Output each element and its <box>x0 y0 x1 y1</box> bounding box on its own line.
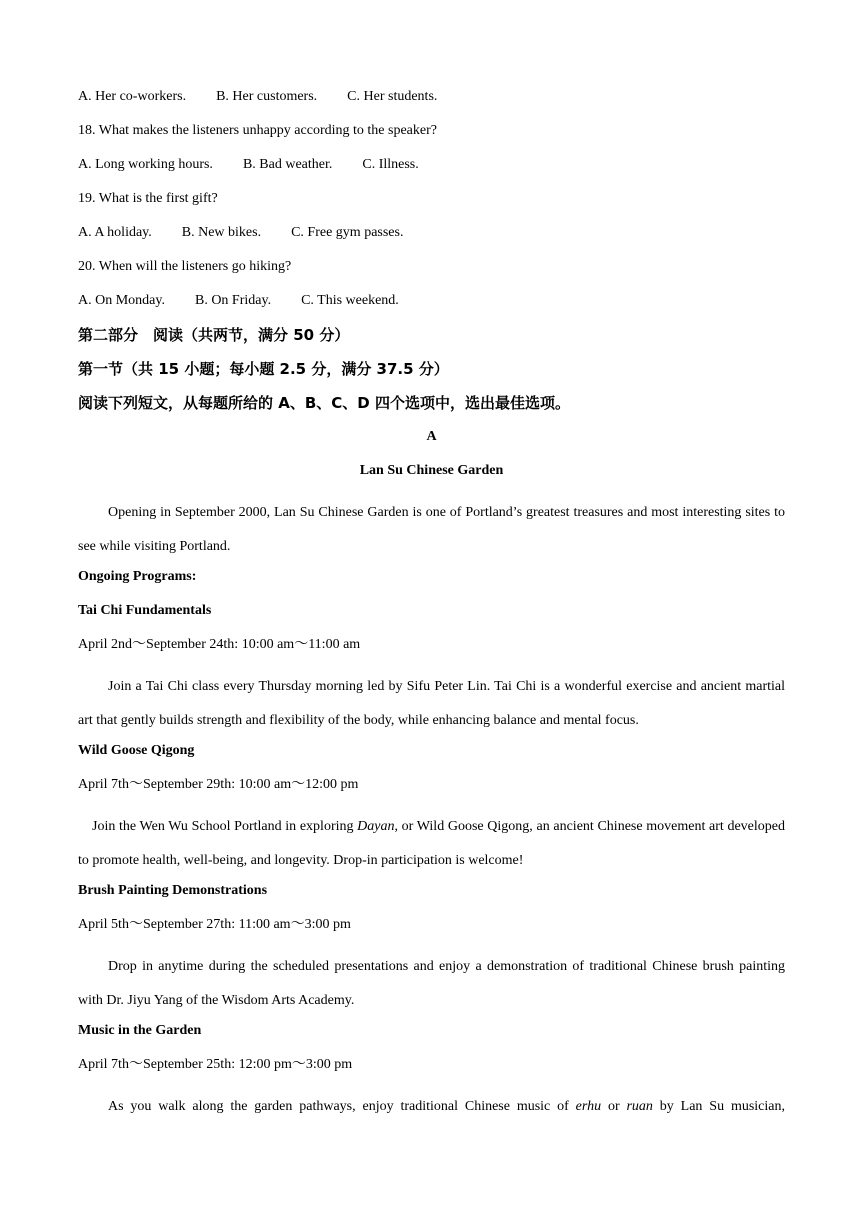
program-name: Wild Goose Qigong <box>78 743 195 758</box>
program-schedule: April 7th～September 25th: 12:00 pm～3:00 pm <box>78 1057 353 1072</box>
option-c: C. This weekend. <box>301 293 399 308</box>
option-a: A. A holiday. <box>78 225 152 240</box>
question-19-options <box>78 220 785 254</box>
programs-heading: Ongoing Programs: <box>78 569 197 584</box>
question-18-stem: 18. What makes the listeners unhappy according to the speaker? <box>78 123 437 138</box>
description-text: or <box>601 1099 627 1114</box>
option-c: C. Illness. <box>362 157 419 172</box>
description-text: Join the Wen Wu School Portland in exploring <box>92 819 358 834</box>
option-b: B. Her customers. <box>216 89 318 104</box>
option-c: C. Her students. <box>347 89 438 104</box>
description-term: Dayan <box>357 819 395 834</box>
program-description <box>78 1086 785 1124</box>
program-schedule: April 5th～September 27th: 11:00 am～3:00 pm <box>78 917 351 932</box>
program-name: Brush Painting Demonstrations <box>78 883 268 898</box>
subsection-title: 第一节（共 15 小题；每小题 2.5 分，满分 37.5 分） <box>78 360 449 378</box>
question-17-options <box>78 84 785 118</box>
program-schedule: April 2nd～September 24th: 10:00 am～11:00 am <box>78 637 361 652</box>
description-text: As you walk along the garden pathways, enjoy traditional Chinese music of <box>108 1099 576 1114</box>
passage-intro: Opening in September 2000, Lan Su Chinese Garden is one of Portland’s greatest treasures and most interesting sites to see while visiting Portland. <box>78 505 785 554</box>
passage-letter: A <box>426 429 437 444</box>
option-a: A. On Monday. <box>78 293 165 308</box>
description-term: erhu <box>575 1099 602 1114</box>
option-b: B. On Friday. <box>194 293 272 308</box>
option-b: B. New bikes. <box>181 225 262 240</box>
question-20-options <box>78 288 785 322</box>
question-18-options <box>78 152 785 186</box>
part-title: 第二部分 阅读（共两节，满分 50 分） <box>78 326 350 344</box>
passage-title: Lan Su Chinese Garden <box>359 463 504 478</box>
description-text: by Lan Su musician, <box>652 1099 785 1114</box>
program-description: Drop in anytime during the scheduled presentations and enjoy a demonstration of traditional Chinese brush painting with Dr. Jiyu Yang of the Wisdom Arts Academy. <box>78 959 785 1008</box>
option-a: A. Her co-workers. <box>78 89 187 104</box>
program-name: Tai Chi Fundamentals <box>78 603 212 618</box>
option-c: C. Free gym passes. <box>291 225 404 240</box>
question-20-stem: 20. When will the listeners go hiking? <box>78 259 292 274</box>
section-instruction: 阅读下列短文，从每题所给的 A、B、C、D 四个选项中，选出最佳选项。 <box>78 394 570 412</box>
option-b: B. Bad weather. <box>242 157 333 172</box>
document-page <box>78 84 785 1124</box>
description-text: , or Wild Goose Qigong, an ancient Chinese movement art developed to promote health, well-being, and longevity. Drop-in participation is welcome! <box>78 819 785 868</box>
description-term: ruan <box>626 1099 653 1114</box>
option-a: A. Long working hours. <box>78 157 213 172</box>
program-description <box>78 806 785 878</box>
program-schedule: April 7th～September 29th: 10:00 am～12:00 pm <box>78 777 359 792</box>
program-name: Music in the Garden <box>78 1023 202 1038</box>
program-description: Join a Tai Chi class every Thursday morning led by Sifu Peter Lin. Tai Chi is a wonderful exercise and ancient martial art that gently builds strength and flexibility of the body, while enhancing balance and mental focus. <box>78 679 785 728</box>
question-19-stem: 19. What is the first gift? <box>78 191 218 206</box>
